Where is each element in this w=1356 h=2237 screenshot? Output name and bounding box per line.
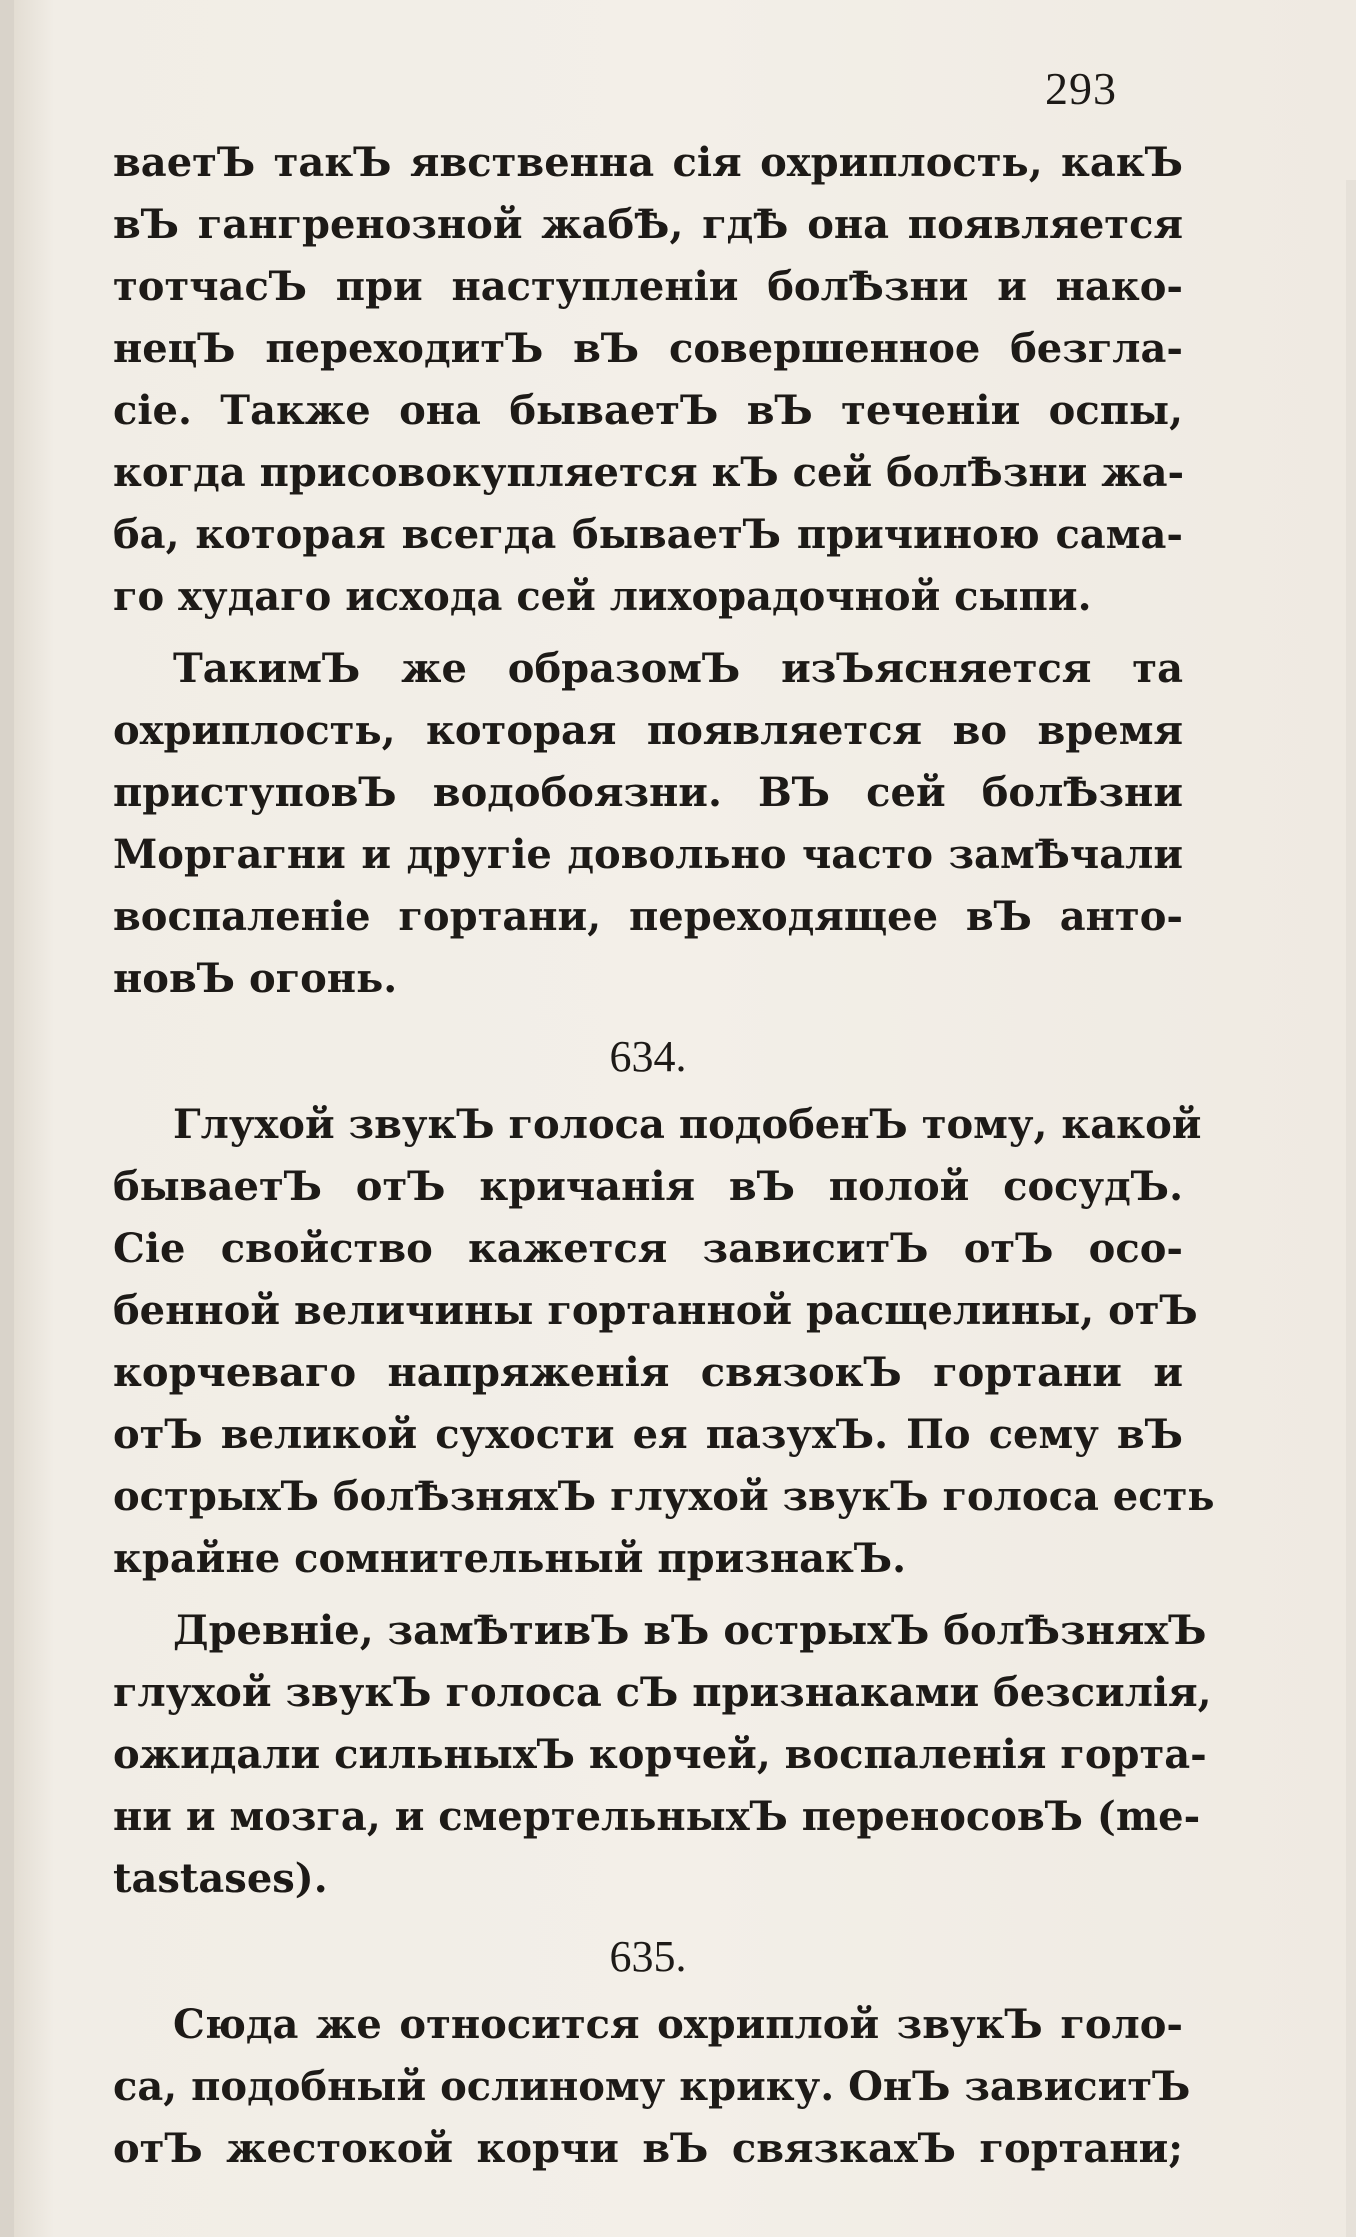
text-line: охриплость, которая появляется во время xyxy=(113,707,1183,754)
page-text xyxy=(113,132,1215,2190)
text-line: ба, которая всегда бываетЪ причиною сама- xyxy=(113,511,1183,558)
text-line: отЪ жестокой корчи вЪ связкахЪ гортани; xyxy=(113,2125,1183,2172)
text-line: Древнiе, замѢтивЪ вЪ острыхЪ болѢзняхЪ xyxy=(173,1607,1207,1654)
section-number-635: 635. xyxy=(609,1932,687,1981)
text-line: са, подобный ослиному крику. ОнЪ зависитЪ xyxy=(113,2063,1191,2110)
text-line: Сiе свойство кажется зависитЪ отЪ осо- xyxy=(113,1225,1183,1272)
text-line: го худаго исхода сей лихорадочной сыпи. xyxy=(113,573,1092,620)
page-number: 293 xyxy=(1045,63,1117,114)
paragraph-1 xyxy=(113,132,1183,628)
text-line: ожидали сильныхЪ корчей, воспаленiя горта- xyxy=(113,1731,1207,1778)
text-line: Моргагни и другiе довольно часто замѢчали xyxy=(113,831,1183,878)
text-line: воспаленiе гортани, переходящее вЪ анто- xyxy=(113,893,1183,940)
text-line: ни и мозга, и смертельныхЪ переносовЪ (me- xyxy=(113,1793,1201,1840)
text-line: корчеваго напряженiя связокЪ гортани и xyxy=(113,1349,1183,1396)
text-line: глухой звукЪ голоса сЪ признаками безсилiя, xyxy=(113,1669,1212,1716)
text-line: отЪ великой сухости ея пазухЪ. По сему вЪ xyxy=(113,1411,1183,1458)
text-line: бываетЪ отЪ кричанiя вЪ полой сосудЪ. xyxy=(113,1163,1183,1210)
text-line: tastases). xyxy=(113,1855,328,1902)
text-line: острыхЪ болѢзняхЪ глухой звукЪ голоса есть xyxy=(113,1473,1215,1520)
text-line: тотчасЪ при наступленiи болѢзни и нако- xyxy=(113,263,1183,310)
text-line: ваетЪ такЪ явственна сiя охриплость, какЪ xyxy=(113,139,1183,186)
text-line: сiе. Также она бываетЪ вЪ теченiи оспы, xyxy=(113,387,1183,434)
paragraph-2 xyxy=(113,638,1183,1010)
text-line: вЪ гангренозной жабѢ, гдѢ она появляется xyxy=(113,201,1183,248)
section-number-634: 634. xyxy=(609,1032,687,1081)
text-line: нецЪ переходитЪ вЪ совершенное безгла- xyxy=(113,325,1183,372)
left-page-edge xyxy=(0,0,14,2237)
paragraph-4 xyxy=(113,1600,1212,1910)
text-line: когда присовокупляется кЪ сей болѢзни жа- xyxy=(113,449,1185,496)
text-line: Глухой звукЪ голоса подобенЪ тому, какой xyxy=(173,1101,1202,1148)
right-page-edge xyxy=(1346,180,1356,2237)
text-line: ТакимЪ же образомЪ изЪясняется та xyxy=(173,645,1183,692)
text-line: Сюда же относится охриплой звукЪ голо- xyxy=(173,2001,1183,2048)
paragraph-3 xyxy=(113,1094,1215,1590)
text-line: новЪ огонь. xyxy=(113,955,398,1002)
paragraph-5 xyxy=(113,1994,1191,2180)
text-line: крайне сомнительный признакЪ. xyxy=(113,1535,907,1582)
text-line: бенной величины гортанной расщелины, отЪ xyxy=(113,1287,1198,1334)
text-line: приступовЪ водобоязни. ВЪ сей болѢзни xyxy=(113,769,1183,816)
